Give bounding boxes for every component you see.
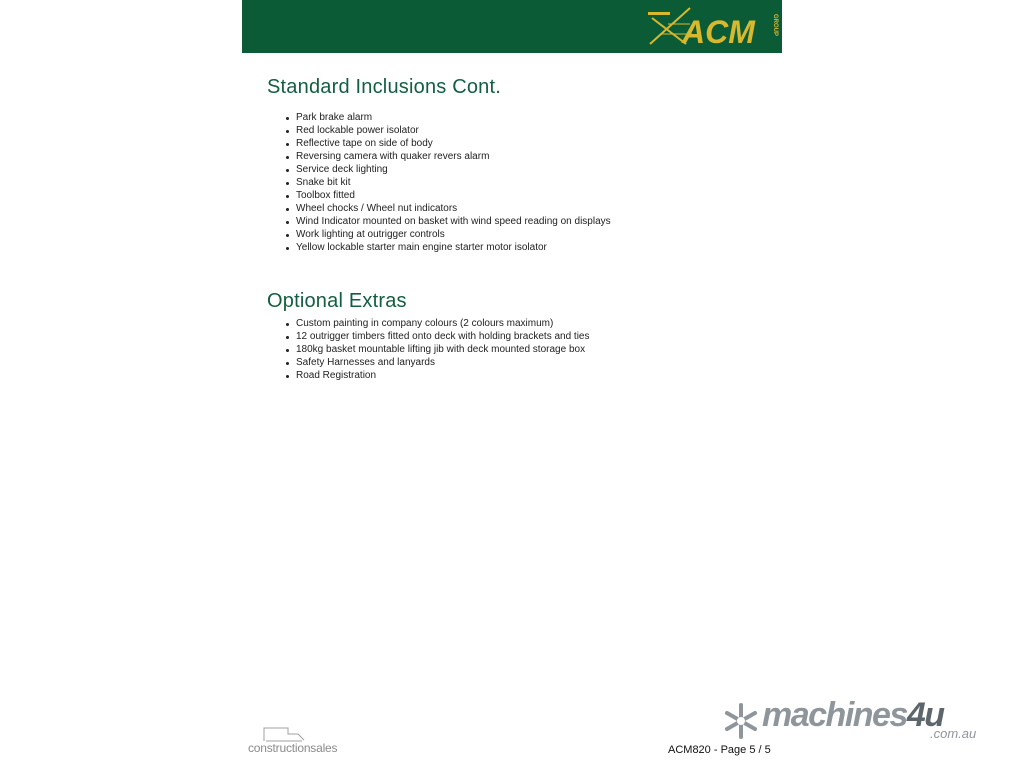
acm-logo-subtext: GROUP [772,14,778,37]
list-item: Service deck lighting [285,163,611,176]
list-item: 12 outrigger timbers fitted onto deck with holding brackets and ties [285,330,590,343]
list-item: Road Registration [285,369,590,382]
list-item: Work lighting at outrigger controls [285,228,611,241]
constructionsales-logo: constructionsales [248,741,338,755]
list-item: Safety Harnesses and lanyards [285,356,590,369]
machines4u-wordmark [762,696,944,735]
standard-inclusions-title: Standard Inclusions Cont. [267,76,502,98]
snowflake-icon [722,702,760,740]
machines4u-domain: .com.au [930,726,977,741]
standard-inclusions-list [285,111,611,254]
list-item: Wheel chocks / Wheel nut indicators [285,202,611,215]
list-item: Toolbox fitted [285,189,611,202]
list-item: 180kg basket mountable lifting jib with deck mounted storage box [285,343,590,356]
list-item: Wind Indicator mounted on basket with wind speed reading on displays [285,215,611,228]
truck-outline-icon [262,726,306,742]
optional-extras-list [285,317,590,382]
list-item: Reversing camera with quaker revers alarm [285,150,611,163]
machines4u-four: 4u [906,696,944,734]
list-item: Park brake alarm [285,111,611,124]
list-item: Yellow lockable starter main engine starter motor isolator [285,241,611,254]
list-item: Custom painting in company colours (2 colours maximum) [285,317,590,330]
list-item: Snake bit kit [285,176,611,189]
header-bar [242,0,782,53]
machines4u-logo [722,696,992,746]
list-item: Red lockable power isolator [285,124,611,137]
optional-extras-title: Optional Extras [267,290,407,312]
page-number-footer: ACM820 - Page 5 / 5 [668,744,771,756]
acm-group-logo [646,4,780,48]
machines4u-word: machines [762,696,907,734]
list-item: Reflective tape on side of body [285,137,611,150]
acm-logo-text: ACM [682,14,755,48]
